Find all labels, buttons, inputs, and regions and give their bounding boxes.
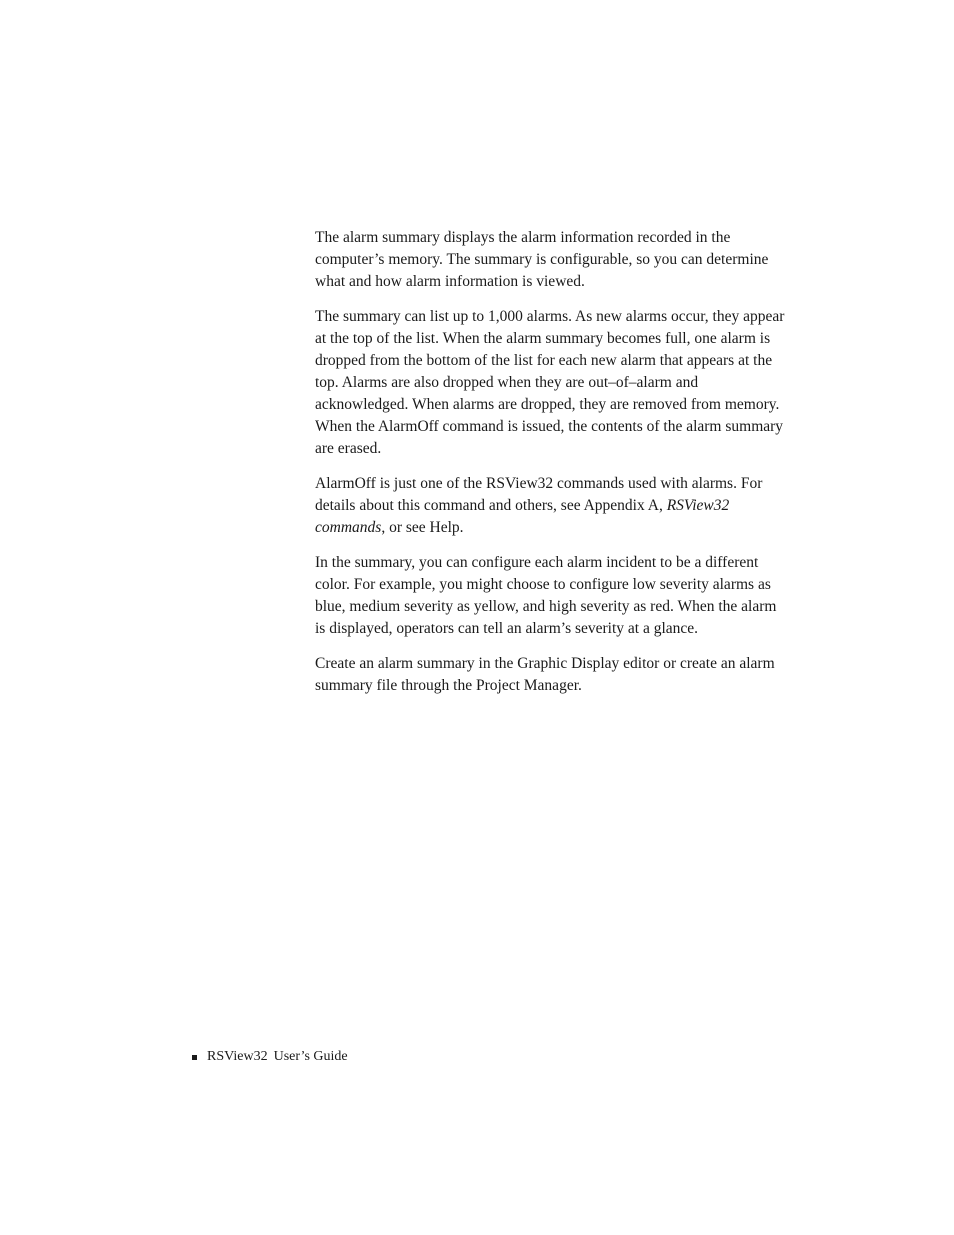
page-footer bbox=[192, 1047, 348, 1067]
paragraph-alarmoff-command bbox=[315, 473, 785, 539]
alarmoff-text-before: AlarmOff is just one of the RSView32 commands used with alarms. For details about this command and others, see Appendix A, bbox=[315, 475, 763, 514]
footer-product-name: RSView32 bbox=[207, 1049, 268, 1064]
footer-guide-title: User’s Guide bbox=[273, 1049, 348, 1064]
alarmoff-text-after: , or see Help. bbox=[381, 519, 464, 536]
rsview32-commands-reference: RSView32 commands bbox=[315, 497, 730, 536]
paragraph-create-summary: Create an alarm summary in the Graphic Display editor or create an alarm summary file through the Project Manager. bbox=[315, 655, 775, 694]
body-text bbox=[315, 227, 785, 710]
paragraph-alarm-capacity: The summary can list up to 1,000 alarms. As new alarms occur, they appear at the top of the list. When the alarm summary becomes full, one alarm is dropped from the bottom of the list for each new alarm that appears at the top. Alarms are also dropped when they are out–of–alarm and acknowledged. When alarms are dropped, they are removed from memory. When the AlarmOff command is issued, the contents of the alarm summary are erased. bbox=[315, 308, 785, 457]
paragraph-alarm-summary-intro: The alarm summary displays the alarm information recorded in the computer’s memory. The summary is configurable, so you can determine what and how alarm information is viewed. bbox=[315, 229, 769, 290]
square-bullet-icon bbox=[192, 1055, 197, 1060]
paragraph-alarm-colors: In the summary, you can configure each alarm incident to be a different color. For example, you might choose to configure low severity alarms as blue, medium severity as yellow, and high severity as red. When the alarm is displayed, operators can tell an alarm’s severity at a glance. bbox=[315, 554, 777, 637]
